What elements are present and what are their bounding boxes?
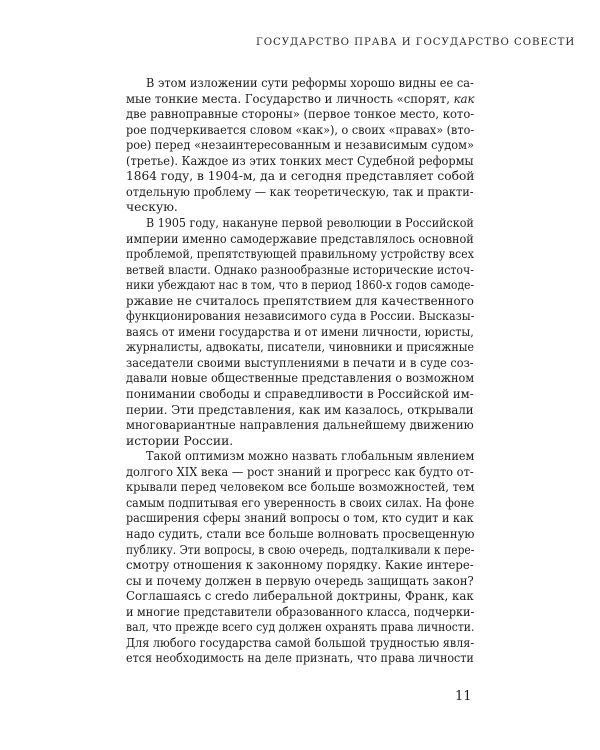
text-line: сы и почему должен в первую очередь защищать закон? bbox=[126, 573, 474, 588]
text-line: крывали перед человеком все больше возможностей, тем bbox=[126, 480, 475, 495]
text-line: и многие представители образованного класса, подчерки- bbox=[126, 604, 475, 619]
text-line: Для любого государства самой большой трудностью явля- bbox=[126, 635, 475, 650]
text-line: ческую. bbox=[126, 200, 178, 215]
text-line: ваясь от имени государства и от имени личности, юристы, bbox=[126, 324, 474, 339]
text-line: проблемой, препятствующей правильному устройству всех bbox=[126, 247, 474, 262]
text-line: долгого XIX века — рост знаний и прогресс как будто от- bbox=[126, 464, 474, 479]
text-line: рое подчеркивается словом «как»), о своих «правах» (вто- bbox=[126, 122, 475, 137]
text-line: заседатели своими выступлениями в печати и в суде соз- bbox=[126, 355, 474, 370]
text-line: публику. Эти вопросы, в свою очередь, подталкивали к пере- bbox=[126, 542, 475, 557]
text-line: ржавие не считалось препятствием для качественного bbox=[126, 293, 474, 308]
text-segment: мые тонкие места. Государство и личность «спорят, bbox=[126, 91, 454, 106]
text-line: понимании свободы и справедливости в Российской им- bbox=[126, 387, 474, 401]
text-line: журналисты, адвокаты, писатели, чиновники и присяжные bbox=[126, 340, 475, 355]
text-line: давали новые общественные представления о возможном bbox=[126, 371, 475, 386]
text-line: В этом изложении сути реформы хорошо видны ее са- bbox=[146, 76, 474, 90]
text-line: (третье). Каждое из этих тонких мест Судебной реформы bbox=[126, 153, 474, 168]
text-line: Такой оптимизм можно назвать глобальным явлением bbox=[146, 449, 475, 464]
text-line: империи именно самодержавие представлялось основной bbox=[126, 231, 474, 246]
text-line: истории России. bbox=[126, 433, 234, 448]
text-line: В 1905 году, накануне первой революции в Российской bbox=[146, 215, 474, 230]
text-line: ется необходимость на деле признать, что права личности bbox=[126, 651, 474, 666]
text-line: две равноправные стороны» (первое тонкое место, кото- bbox=[126, 107, 475, 122]
running-header: ГОСУДАРСТВО ПРАВА И ГОСУДАРСТВО СОВЕСТИ bbox=[256, 37, 576, 48]
page-number: 11 bbox=[455, 689, 472, 704]
text-line: многовариантные направления дальнейшему движению bbox=[126, 418, 474, 433]
text-line bbox=[126, 92, 474, 108]
text-line: ветвей власти. Однако разнообразные исторические источ- bbox=[126, 262, 474, 277]
italic-word: как bbox=[453, 91, 475, 106]
text-line: 1864 году, в 1904-м, да и сегодня представляет собой bbox=[126, 169, 475, 184]
text-line: отдельную проблему — как теоретическую, так и практи- bbox=[126, 184, 474, 199]
text-line: расширения сферы знаний вопросы о том, кто судит и как bbox=[126, 511, 474, 526]
text-line: функционирования независимого суда в России. Высказы- bbox=[126, 309, 475, 324]
text-line: Соглашаясь с credo либеральной доктрины, Франк, как bbox=[126, 589, 474, 604]
text-line: самым подпитывая его уверенность в своих силах. На фоне bbox=[126, 495, 475, 510]
text-line: перии. Эти представления, как им казалось, открывали bbox=[126, 402, 474, 417]
text-line: надо судить, стали все больше волновать просвещенную bbox=[126, 526, 475, 541]
text-line: вал, что прежде всего суд должен охранять права личности. bbox=[126, 620, 475, 635]
text-line: смотру отношения к законному порядку. Какие интере- bbox=[126, 558, 474, 573]
text-line: ники убеждают нас в том, что в период 1860-х годов самоде- bbox=[126, 278, 475, 293]
text-line: рое) перед «незаинтересованным и независимым судом» bbox=[126, 138, 475, 153]
